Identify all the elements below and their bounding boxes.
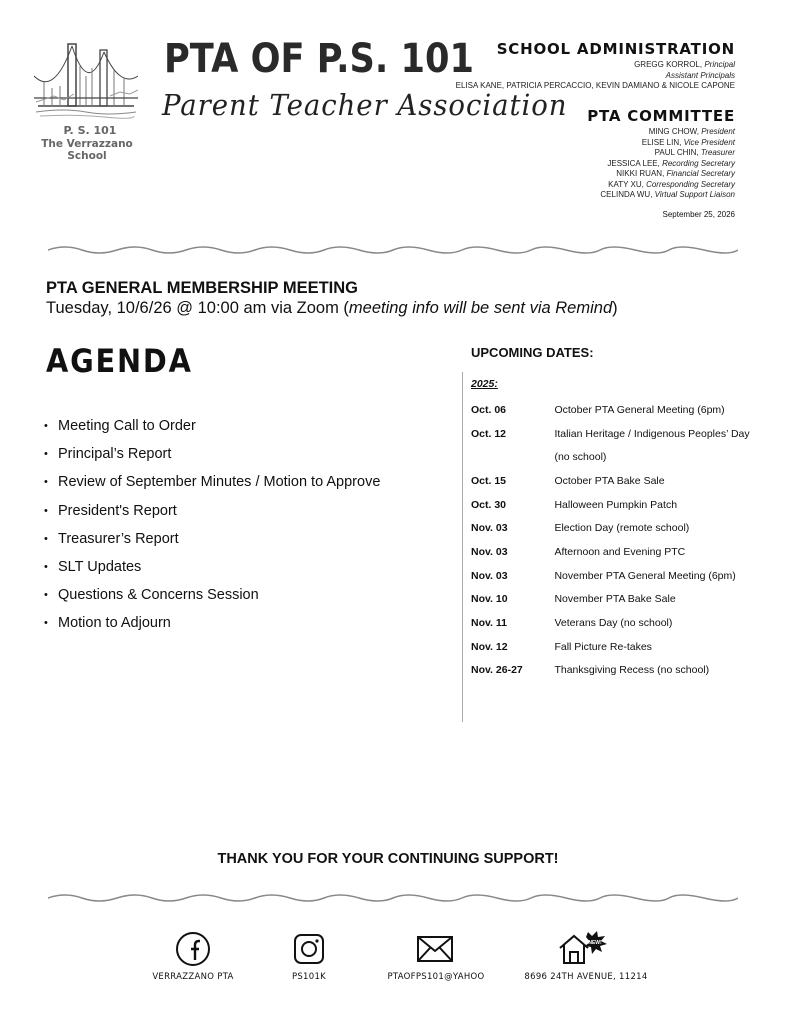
date-row: Oct. 15 October PTA Bake Sale: [471, 474, 665, 487]
meeting-title: PTA GENERAL MEMBERSHIP MEETING: [46, 279, 359, 297]
new-badge: NEW!: [588, 940, 602, 946]
house-icon[interactable]: [556, 930, 608, 968]
date-row: Oct. 06 October PTA General Meeting (6pm): [471, 403, 725, 416]
year-label: 2025:: [471, 378, 498, 390]
administration-line: GREGG KORROL, Principal: [634, 60, 735, 69]
agenda-item: • SLT Updates: [44, 558, 142, 575]
agenda-item: • Questions & Concerns Session: [44, 587, 259, 604]
upcoming-dates-heading: UPCOMING DATES:: [471, 345, 594, 360]
date-row: Oct. 12 Italian Heritage / Indigenous Peoples’ Day: [471, 427, 750, 440]
administration-list: [456, 60, 735, 92]
agenda-heading: AGENDA: [46, 342, 193, 380]
date-row: Nov. 03 Election Day (remote school): [471, 522, 690, 535]
committee-line: PAUL CHIN, Treasurer: [654, 148, 735, 157]
date-row: Nov. 03 Afternoon and Evening PTC: [471, 545, 686, 558]
agenda-item: • Meeting Call to Order: [44, 418, 196, 434]
address-label: 8696 24TH AVENUE, 11214: [524, 972, 648, 982]
column-divider: [462, 372, 463, 722]
administration-line: Assistant Principals: [665, 70, 735, 80]
email-label[interactable]: PTAOFPS101@YAHOO: [387, 972, 485, 982]
thank-you-message: THANK YOU FOR YOUR CONTINUING SUPPORT!: [217, 851, 559, 867]
date-row: Nov. 10 November PTA Bake Sale: [471, 593, 676, 606]
agenda-item: • Principal’s Report: [44, 446, 172, 463]
agenda-list: [44, 416, 380, 642]
logo-caption-name: The Verrazzano School: [41, 138, 133, 162]
administration-line: ELISA KANE, PATRICIA PERCACCIO, KEVIN DAMIANO & NICOLE CAPONE: [455, 81, 735, 90]
administration-heading: SCHOOL ADMINISTRATION: [496, 40, 735, 58]
date-row: Nov. 12 Fall Picture Re-takes: [471, 640, 652, 653]
upcoming-dates-table: [471, 398, 793, 682]
committee-line: MING CHOW, President: [648, 127, 735, 136]
bridge-logo-icon: [34, 36, 138, 122]
committee-line: KATY XU, Corresponding Secretary: [608, 179, 735, 189]
facebook-icon[interactable]: [173, 930, 213, 968]
agenda-item: • Motion to Adjourn: [44, 615, 171, 632]
committee-line: JESSICA LEE, Recording Secretary: [607, 158, 735, 168]
agenda-item: • President's Report: [44, 502, 177, 519]
committee-line: NIKKI RUAN, Financial Secretary: [616, 169, 735, 178]
date-row: Nov. 26-27 Thanksgiving Recess (no school): [471, 664, 710, 677]
committee-line: ELISE LIN, Vice President: [641, 137, 735, 147]
instagram-icon[interactable]: [289, 930, 329, 968]
meeting-note: meeting info will be sent via Remind: [348, 299, 613, 317]
agenda-item: • Review of September Minutes / Motion to Approve: [44, 474, 381, 491]
committee-list: [600, 127, 735, 201]
wave-divider: [48, 891, 738, 905]
committee-heading: PTA COMMITTEE: [587, 107, 735, 125]
org-title: PTA OF P.S. 101: [164, 36, 474, 82]
date-row: Nov. 03 November PTA General Meeting (6pm): [471, 569, 736, 582]
meeting-details: Tuesday, 10/6/26 @ 10:00 am via Zoom (meeting info will be sent via Remind): [46, 299, 618, 317]
date-row: Oct. 30 Halloween Pumpkin Patch: [471, 498, 678, 511]
date-row: Nov. 11 Veterans Day (no school): [471, 617, 673, 630]
date-row: (no school): [554, 451, 607, 464]
org-subtitle: Parent Teacher Association: [162, 88, 568, 122]
document-date: September 25, 2026: [662, 210, 735, 219]
agenda-item: • Treasurer’s Report: [44, 530, 179, 547]
committee-line: CELINDA WU, Virtual Support Liaison: [600, 190, 735, 199]
mail-icon[interactable]: [415, 930, 455, 968]
logo-caption-school: P. S. 101: [63, 124, 117, 137]
facebook-label[interactable]: VERRAZZANO PTA: [152, 972, 234, 982]
instagram-label[interactable]: PS101K: [291, 972, 327, 982]
wave-divider: [48, 243, 738, 257]
